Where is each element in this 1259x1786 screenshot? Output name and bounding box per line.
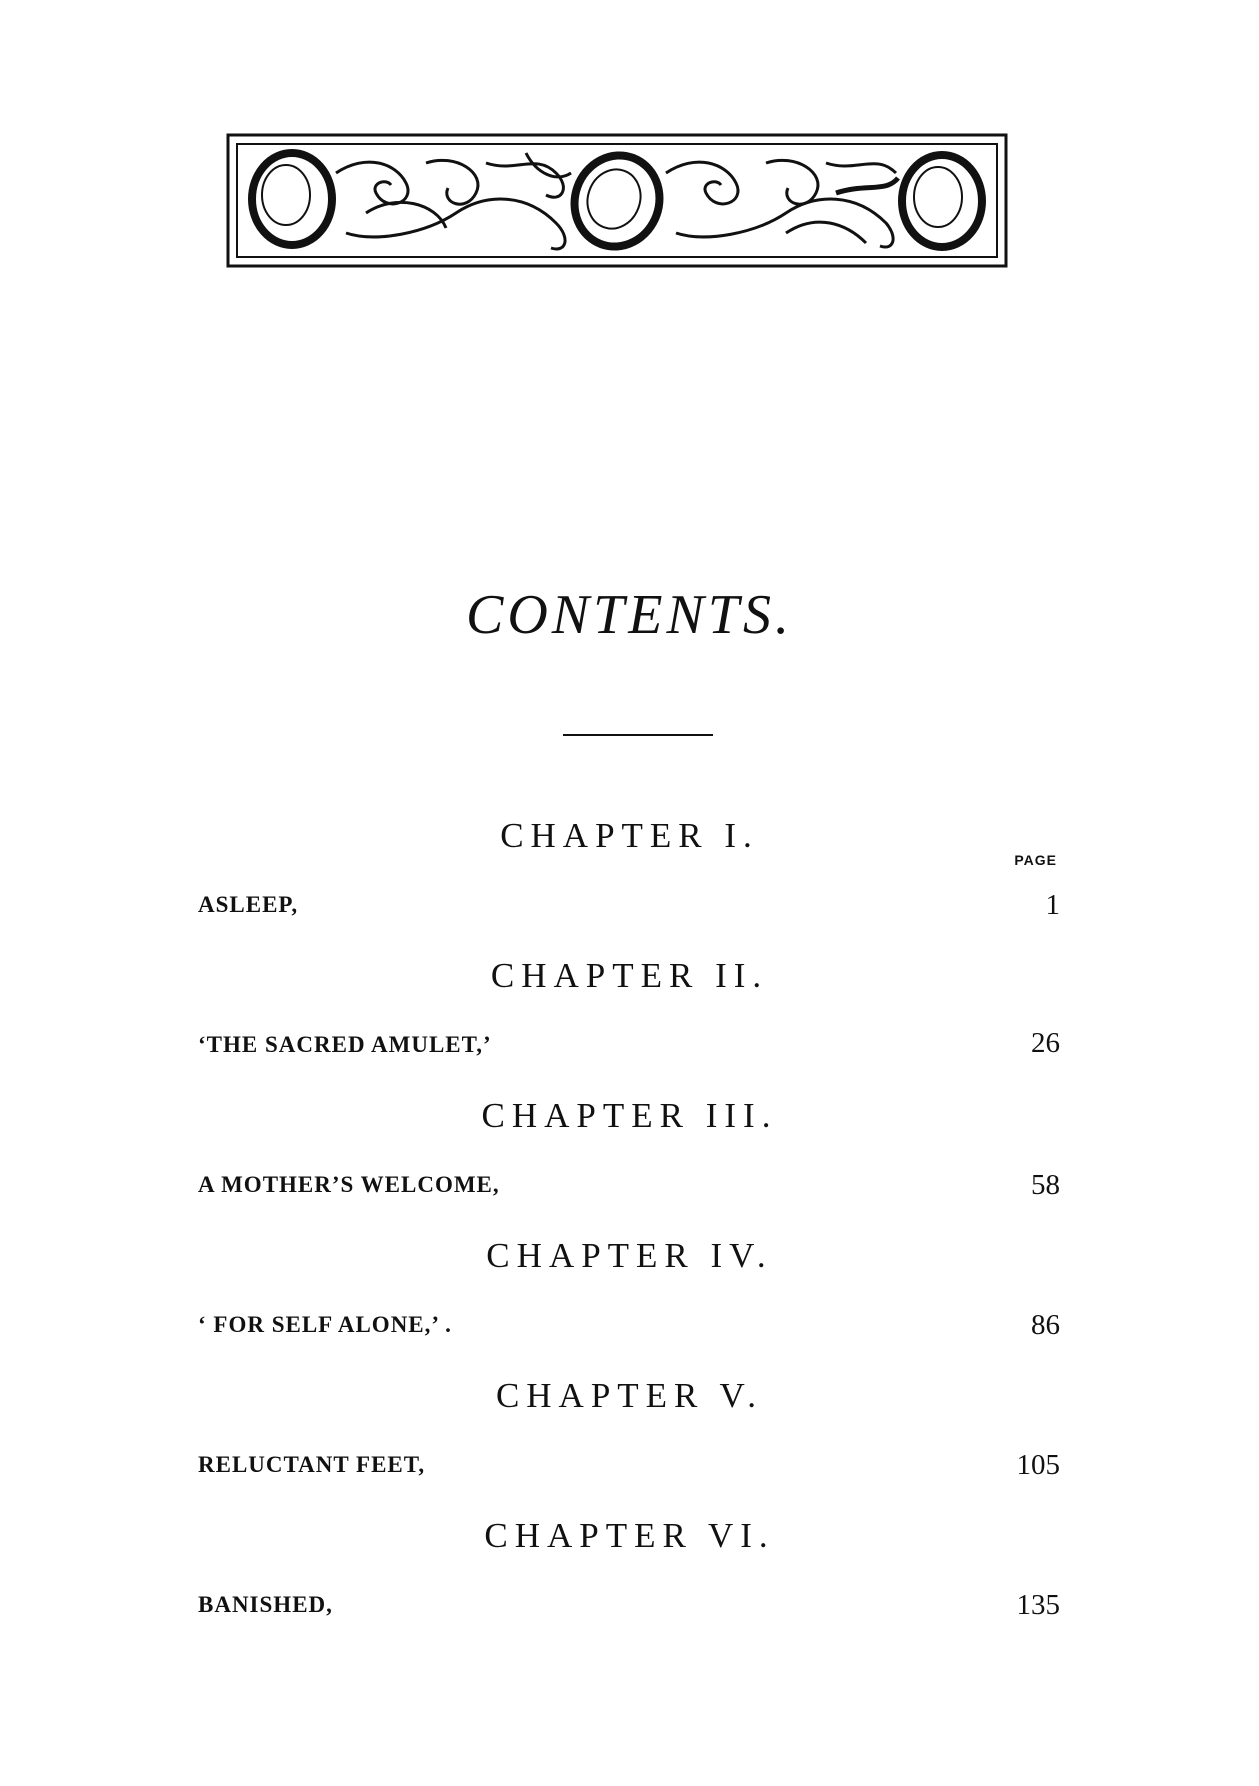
chapter-heading: CHAPTER III. bbox=[481, 1096, 778, 1135]
chapter-title: ASLEEP, bbox=[198, 892, 299, 917]
chapter-heading: CHAPTER VI. bbox=[484, 1516, 775, 1555]
chapter-heading: CHAPTER I. bbox=[500, 816, 759, 855]
chapter-title: RELUCTANT FEET, bbox=[198, 1452, 426, 1477]
ornamental-header-band bbox=[226, 133, 1008, 268]
page-column-label: PAGE bbox=[1014, 852, 1057, 868]
title-divider bbox=[563, 734, 713, 736]
contents-title: CONTENTS. bbox=[466, 584, 793, 646]
chapter-title: ‘ FOR SELF ALONE,’ . bbox=[198, 1312, 452, 1337]
chapter-page-number: 58 bbox=[1031, 1169, 1060, 1201]
chapter-heading: CHAPTER II. bbox=[490, 956, 769, 995]
chapter-title: ‘THE SACRED AMULET,’ bbox=[198, 1032, 492, 1057]
chapter-page-number: 86 bbox=[1031, 1309, 1060, 1341]
chapter-page-number: 135 bbox=[1016, 1589, 1060, 1621]
chapter-heading: CHAPTER IV. bbox=[486, 1236, 773, 1275]
chapter-title: BANISHED, bbox=[198, 1592, 333, 1617]
chapter-title: A MOTHER’S WELCOME, bbox=[198, 1172, 500, 1197]
chapter-page-number: 1 bbox=[1045, 889, 1060, 921]
chapter-page-number: 105 bbox=[1016, 1449, 1060, 1481]
chapter-page-number: 26 bbox=[1031, 1027, 1060, 1059]
chapter-heading: CHAPTER V. bbox=[495, 1376, 764, 1415]
